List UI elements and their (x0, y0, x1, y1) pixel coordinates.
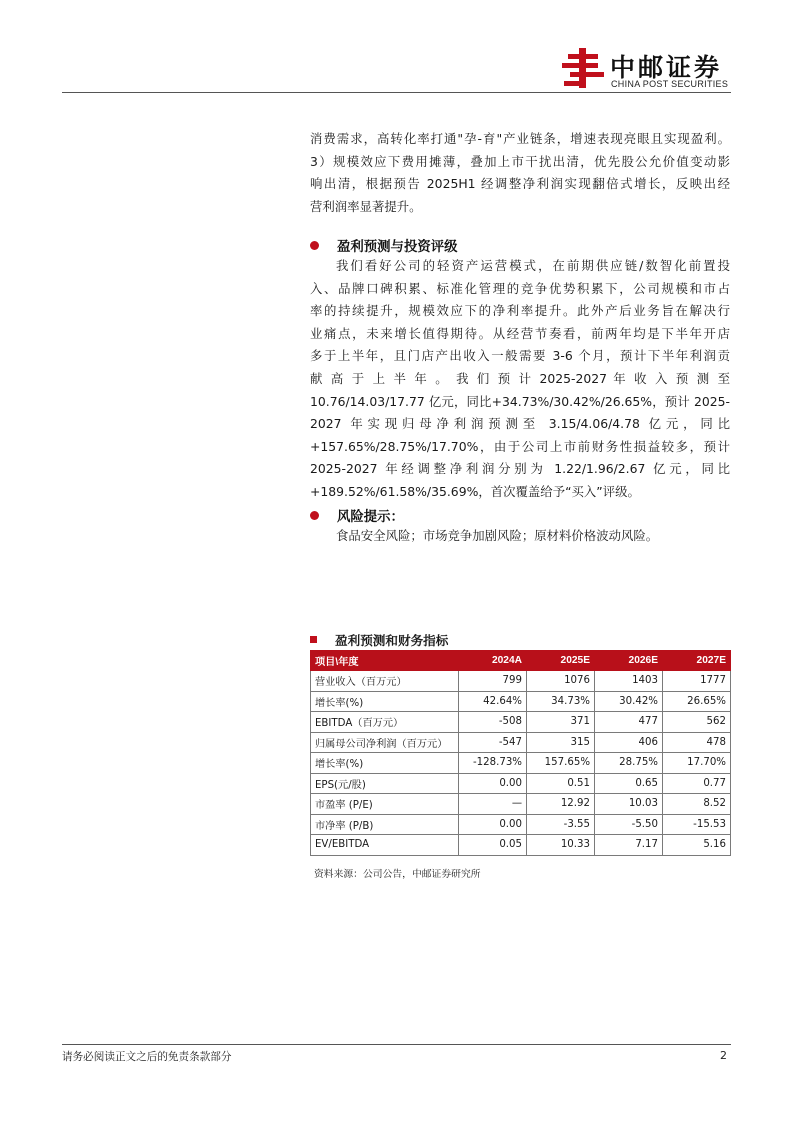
table-cell: 0.77 (663, 773, 731, 794)
table-row (311, 814, 731, 835)
table-row (311, 671, 731, 692)
table-title-text: 盈利预测和财务指标 (335, 633, 449, 648)
table-cell: 30.42% (595, 691, 663, 712)
table-cell: -3.55 (527, 814, 595, 835)
table-cell: 28.75% (595, 753, 663, 774)
table-row (311, 691, 731, 712)
table-cell: 34.73% (527, 691, 595, 712)
table-row (311, 712, 731, 733)
header-cell: 2027E (663, 651, 731, 671)
table-cell: 0.00 (459, 773, 527, 794)
section-heading-risk (310, 506, 404, 525)
header-cell: 2026E (595, 651, 663, 671)
financial-indicators-table (310, 650, 731, 856)
table-cell: -5.50 (595, 814, 663, 835)
table-row (311, 794, 731, 815)
section-heading-forecast (310, 236, 458, 255)
table-cell: 1403 (595, 671, 663, 692)
table-cell: 42.64% (459, 691, 527, 712)
table-cell: 0.00 (459, 814, 527, 835)
text-line: 入、品牌口碑积累、标准化管理的竞争优势积累下，公司规模和市占 (310, 280, 730, 296)
row-label: EBITDA（百万元） (311, 712, 459, 733)
forecast-paragraph (310, 255, 730, 504)
text-line: 食品安全风险；市场竞争加剧风险；原材料价格波动风险。 (336, 528, 659, 543)
table-cell: 0.05 (459, 835, 527, 856)
table-cell: — (459, 794, 527, 815)
risk-paragraph (310, 525, 730, 548)
text-line: +189.52%/61.58%/35.69%，首次覆盖给予“买入”评级。 (310, 483, 640, 499)
table-cell: -128.73% (459, 753, 527, 774)
row-label: EV/EBITDA (311, 835, 459, 856)
text-line: 营利润率显著提升。 (310, 198, 422, 214)
table-cell: 1777 (663, 671, 731, 692)
table-cell: 0.65 (595, 773, 663, 794)
table-cell: 371 (527, 712, 595, 733)
table-cell: 5.16 (663, 835, 731, 856)
footer-disclaimer: 请务必阅读正文之后的免责条款部分 (62, 1051, 232, 1063)
logo-english-name: CHINA POST SECURITIES (611, 79, 729, 89)
table-cell: 12.92 (527, 794, 595, 815)
row-label: 市净率 (P/B) (311, 814, 459, 835)
row-label: EPS(元/股) (311, 773, 459, 794)
header-cell: 项目\年度 (311, 651, 459, 671)
table-cell: 17.70% (663, 753, 731, 774)
table-cell: 10.33 (527, 835, 595, 856)
row-label: 增长率(%) (311, 753, 459, 774)
text-line: 3）规模效应下费用摊薄，叠加上市干扰出清，优先股公允价值变动影 (310, 153, 730, 169)
table-cell: 8.52 (663, 794, 731, 815)
text-line: +157.65%/28.75%/17.70%，由于公司上市前财务性损益较多，预计 (310, 438, 730, 454)
row-label: 归属母公司净利润（百万元） (311, 732, 459, 753)
text-line: 率的持续提升，规模效应下的净利率提升。此外产后业务旨在解决行 (310, 303, 730, 319)
text-line: 2027 年实现归母净利润预测至 3.15/4.06/4.78 亿元，同比 (310, 416, 730, 432)
table-cell: 26.65% (663, 691, 731, 712)
row-label: 增长率(%) (311, 691, 459, 712)
bullet-dot-icon (310, 241, 319, 250)
table-cell: 1076 (527, 671, 595, 692)
row-label: 营业收入（百万元） (311, 671, 459, 692)
table-cell: 406 (595, 732, 663, 753)
text-line: 多于上半年，且门店产出收入一般需要 3-6 个月，预计下半年利润贡 (310, 348, 730, 364)
text-line: 献 高 于 上 半 年 。 我 们 预 计 2025-2027 年 收 入 预 测 至 (310, 370, 730, 386)
footer-divider (62, 1044, 731, 1045)
table-source-note: 资料来源：公司公告，中邮证券研究所 (314, 869, 481, 880)
logo-chinese-name: 中邮证券 (610, 53, 723, 82)
table-row (311, 835, 731, 856)
table-cell: -15.53 (663, 814, 731, 835)
table-cell: 315 (527, 732, 595, 753)
table-cell: -508 (459, 712, 527, 733)
table-row (311, 773, 731, 794)
bullet-square-icon (310, 636, 317, 643)
text-line: 我们看好公司的轻资产运营模式，在前期供应链/数智化前置投 (336, 258, 730, 273)
text-line: 业痛点，未来增长值得期待。从经营节奏看，前两年均是下半年开店 (310, 325, 730, 341)
company-logo (560, 46, 740, 92)
table-cell: 562 (663, 712, 731, 733)
table-header-row (311, 651, 731, 671)
table-cell: 799 (459, 671, 527, 692)
text-line: 2025-2027 年经调整净利润分别为 1.22/1.96/2.67 亿元，同比 (310, 461, 730, 477)
table-cell: 0.51 (527, 773, 595, 794)
header-cell: 2025E (527, 651, 595, 671)
table-cell: 10.03 (595, 794, 663, 815)
bullet-dot-icon (310, 511, 319, 520)
page-number: 2 (720, 1049, 727, 1062)
text-line: 10.76/14.03/17.77 亿元，同比+34.73%/30.42%/26.65%，预计 2025- (310, 393, 730, 409)
table-cell: 478 (663, 732, 731, 753)
intro-paragraph (310, 128, 730, 218)
table-row (311, 753, 731, 774)
table-cell: -547 (459, 732, 527, 753)
table-cell: 477 (595, 712, 663, 733)
table-cell: 157.65% (527, 753, 595, 774)
text-line: 响出清，根据预告 2025H1 经调整净利润实现翻倍式增长，反映出经 (310, 176, 730, 192)
text-line: 消费需求，高转化率打通"孕-育"产业链条，增速表现亮眼且实现盈利。 (310, 131, 730, 146)
header-cell: 2024A (459, 651, 527, 671)
table-cell: 7.17 (595, 835, 663, 856)
header-divider (62, 92, 731, 93)
section-title: 盈利预测与投资评级 (337, 240, 458, 255)
section-title: 风险提示： (337, 510, 404, 525)
table-row (311, 732, 731, 753)
row-label: 市盈率 (P/E) (311, 794, 459, 815)
table-title (310, 630, 448, 649)
china-post-logo-icon (560, 46, 606, 90)
